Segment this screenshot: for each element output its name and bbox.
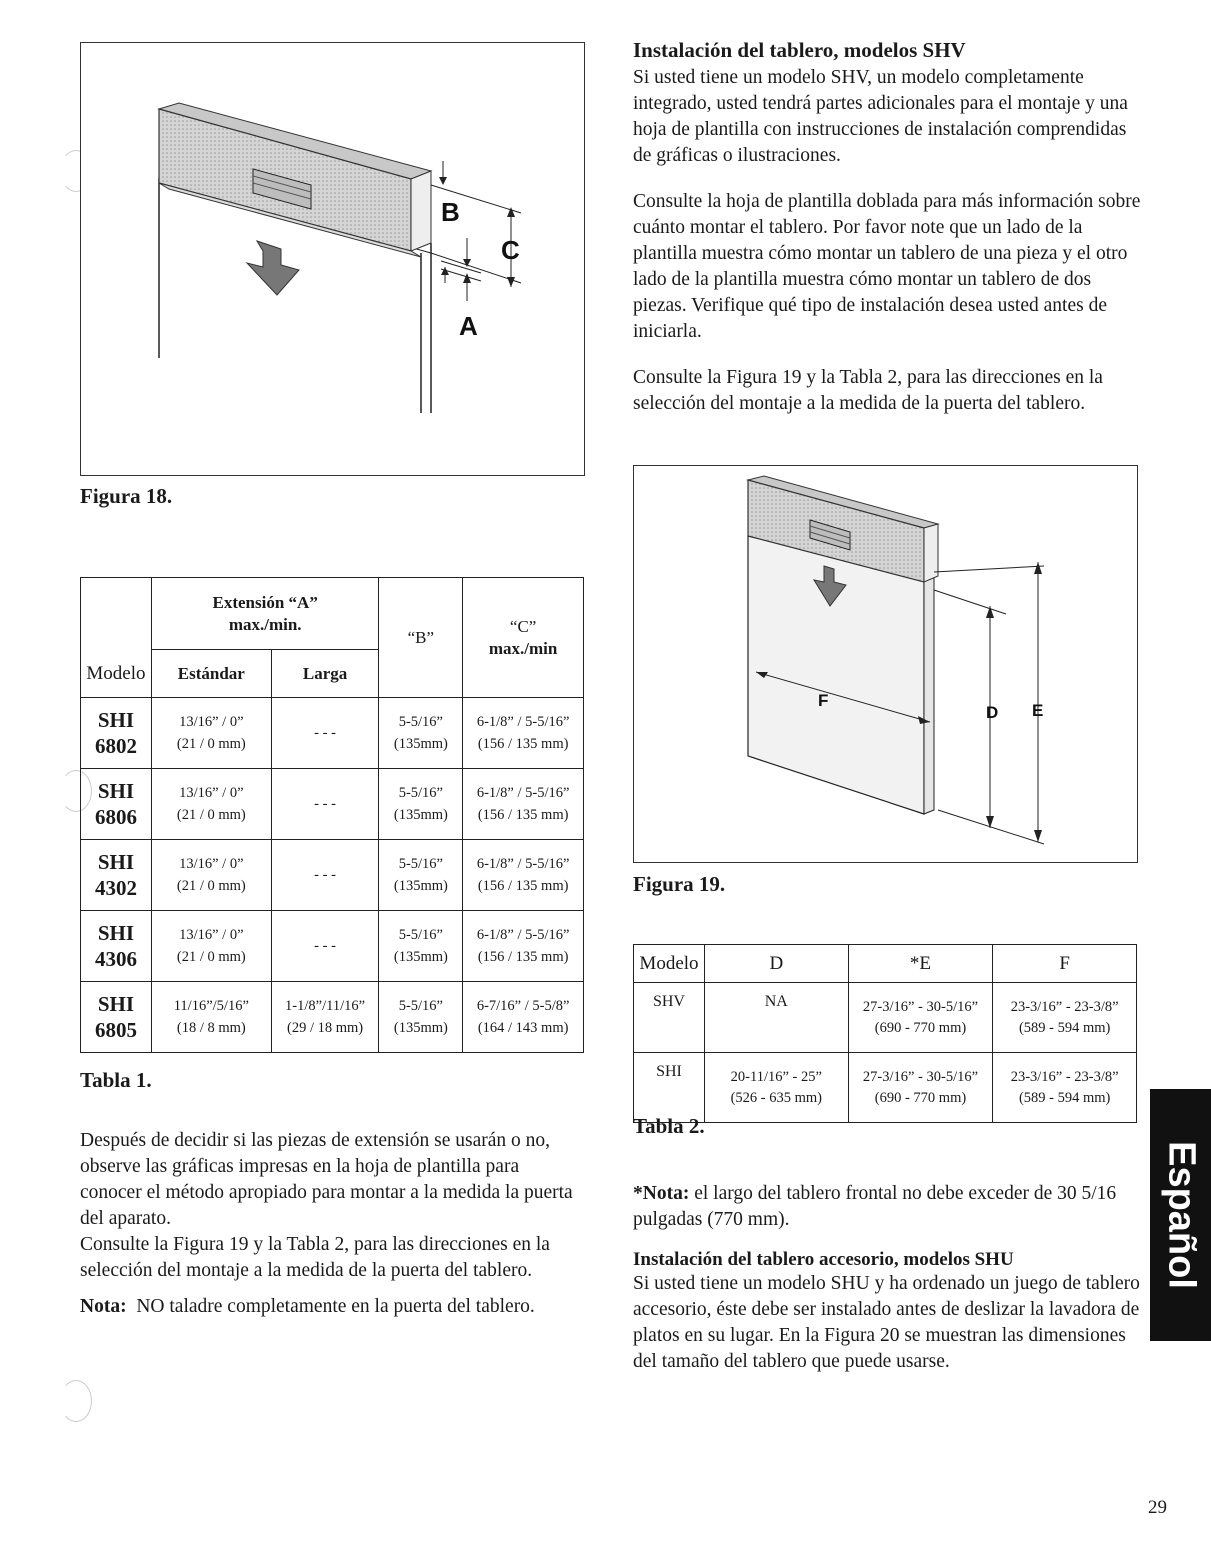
table-2 <box>633 944 1137 1123</box>
header-modelo: Modelo <box>86 663 146 684</box>
header-b: “B” <box>407 627 435 647</box>
shv-paragraph-1: Si usted tiene un modelo SHV, un modelo completamente integrado, usted tendrá partes adicionales para el montaje y una hoja de plantilla con instrucciones de instalación comprendidas de gráficas o ilustraciones. <box>633 67 1128 166</box>
shv-heading: Instalación del tablero, modelos SHV <box>633 38 966 62</box>
table-2-caption: Tabla 2. <box>633 1114 705 1138</box>
header-c-title: “C” <box>509 616 537 636</box>
f-cell: 23-3/16” - 23-3/8” (589 - 594 mm) <box>993 1053 1137 1123</box>
table-row <box>81 911 584 982</box>
shu-paragraph: Si usted tiene un modelo SHU y ha ordenado un juego de tablero accesorio, éste debe ser instalado antes de deslizar la lavadora de platos en su lugar. En la Figura 20 se muestran las dimensiones del tamaño del tablero que puede usarse. <box>633 1273 1140 1372</box>
table-row <box>81 769 584 840</box>
shv-paragraph-3: Consulte la Figura 19 y la Tabla 2, para las direcciones en la selección del montaje a la medida de la puerta del tablero. <box>633 367 1103 414</box>
figure-19 <box>633 465 1138 863</box>
estandar-cell: 13/16” / 0” (21 / 0 mm) <box>151 840 271 911</box>
header-c-sub: max./min <box>488 638 558 658</box>
left-paragraph-2: Consulte la Figura 19 y la Tabla 2, para las direcciones en la selección del montaje a la medida de la puerta del tablero. <box>80 1234 550 1281</box>
label-e: E <box>1032 701 1044 720</box>
larga-cell: - - - <box>271 840 379 911</box>
c-cell: 6-1/8” / 5-5/16” (156 / 135 mm) <box>463 769 584 840</box>
estandar-cell: 13/16” / 0” (21 / 0 mm) <box>151 698 271 769</box>
f-cell: 23-3/16” - 23-3/8” (589 - 594 mm) <box>993 983 1137 1053</box>
c-cell: 6-1/8” / 5-5/16” (156 / 135 mm) <box>463 840 584 911</box>
header-c <box>463 578 584 698</box>
model-cell: SHI 4306 <box>81 911 152 982</box>
b-cell: 5-5/16” (135mm) <box>379 840 463 911</box>
c-cell: 6-1/8” / 5-5/16” (156 / 135 mm) <box>463 911 584 982</box>
header-extension-title: Extensión “A” <box>212 592 318 612</box>
shu-heading: Instalación del tablero accesorio, modelos SHU <box>633 1249 1014 1270</box>
model-cell: SHI 4302 <box>81 840 152 911</box>
header-modelo: Modelo <box>634 945 705 983</box>
language-side-tab <box>1150 1089 1211 1341</box>
header-f: F <box>993 945 1137 983</box>
label-f: F <box>818 691 829 710</box>
larga-cell: 1-1/8”/11/16” (29 / 18 mm) <box>271 982 379 1053</box>
table-row <box>634 1053 1137 1123</box>
larga-cell: - - - <box>271 769 379 840</box>
figure-19-illustration <box>634 466 1137 862</box>
header-estandar: Estándar <box>151 650 271 698</box>
estandar-cell: 13/16” / 0” (21 / 0 mm) <box>151 911 271 982</box>
larga-cell: - - - <box>271 698 379 769</box>
figure-18 <box>80 42 585 476</box>
b-cell: 5-5/16” (135mm) <box>379 982 463 1053</box>
shu-section <box>633 1249 1143 1375</box>
figure-19-caption: Figura 19. <box>633 872 726 896</box>
punch-hole-mark <box>60 1380 92 1422</box>
model-cell: SHI <box>634 1053 705 1123</box>
shv-section <box>633 38 1143 417</box>
header-larga: Larga <box>271 650 379 698</box>
d-cell: 20-11/16” - 25” (526 - 635 mm) <box>704 1053 848 1123</box>
header-b-cell <box>379 578 463 698</box>
table-1 <box>80 577 584 1053</box>
table-header-row <box>634 945 1137 983</box>
left-note <box>80 1294 580 1320</box>
left-note-text: NO taladre completamente en la puerta del tablero. <box>136 1296 535 1317</box>
table-row <box>634 983 1137 1053</box>
table-1-caption: Tabla 1. <box>80 1068 152 1092</box>
header-modelo-cell <box>81 578 152 698</box>
b-cell: 5-5/16” (135mm) <box>379 769 463 840</box>
label-c: C <box>501 235 520 265</box>
model-cell: SHI 6806 <box>81 769 152 840</box>
e-cell: 27-3/16” - 30-5/16” (690 - 770 mm) <box>848 1053 993 1123</box>
note-label: *Nota: <box>633 1183 690 1204</box>
c-cell: 6-7/16” / 5-5/8” (164 / 143 mm) <box>463 982 584 1053</box>
figure-18-caption: Figura 18. <box>80 484 173 508</box>
header-extension <box>151 578 379 650</box>
table-row <box>81 982 584 1053</box>
c-cell: 6-1/8” / 5-5/16” (156 / 135 mm) <box>463 698 584 769</box>
estandar-cell: 11/16”/5/16” (18 / 8 mm) <box>151 982 271 1053</box>
estandar-cell: 13/16” / 0” (21 / 0 mm) <box>151 769 271 840</box>
shv-paragraph-2: Consulte la hoja de plantilla doblada para más información sobre cuánto montar el tablero. Por favor note que un lado de la plantilla muestra cómo montar un tablero de una pieza y el otro lado de la plantilla muestra cómo montar un tablero de dos piezas. Verifique qué tipo de instalación desea usted antes de iniciarla. <box>633 191 1141 342</box>
header-e: *E <box>848 945 993 983</box>
header-extension-sub: max./min. <box>228 614 302 634</box>
e-cell: 27-3/16” - 30-5/16” (690 - 770 mm) <box>848 983 993 1053</box>
left-paragraph-1: Después de decidir si las piezas de extensión se usarán o no, observe las gráficas impresas en la hoja de plantilla para conocer el método apropiado para montar a la medida la puerta del aparato. <box>80 1130 573 1229</box>
table-row <box>81 698 584 769</box>
note-block <box>633 1181 1143 1233</box>
figure-18-illustration <box>81 43 584 475</box>
model-cell: SHV <box>634 983 705 1053</box>
language-side-tab-label: Español <box>1160 1141 1202 1289</box>
model-cell: SHI 6802 <box>81 698 152 769</box>
b-cell: 5-5/16” (135mm) <box>379 911 463 982</box>
left-note-label: Nota: <box>80 1296 127 1317</box>
left-text-block <box>80 1128 580 1320</box>
header-d: D <box>704 945 848 983</box>
note-text: el largo del tablero frontal no debe exceder de 30 5/16 pulgadas (770 mm). <box>633 1183 1117 1230</box>
label-d: D <box>986 703 999 722</box>
model-cell: SHI 6805 <box>81 982 152 1053</box>
table-row <box>81 840 584 911</box>
label-b: B <box>441 197 460 227</box>
b-cell: 5-5/16” (135mm) <box>379 698 463 769</box>
d-cell: NA <box>704 983 848 1053</box>
label-a: A <box>459 311 478 341</box>
page-number: 29 <box>1148 1497 1167 1518</box>
larga-cell: - - - <box>271 911 379 982</box>
